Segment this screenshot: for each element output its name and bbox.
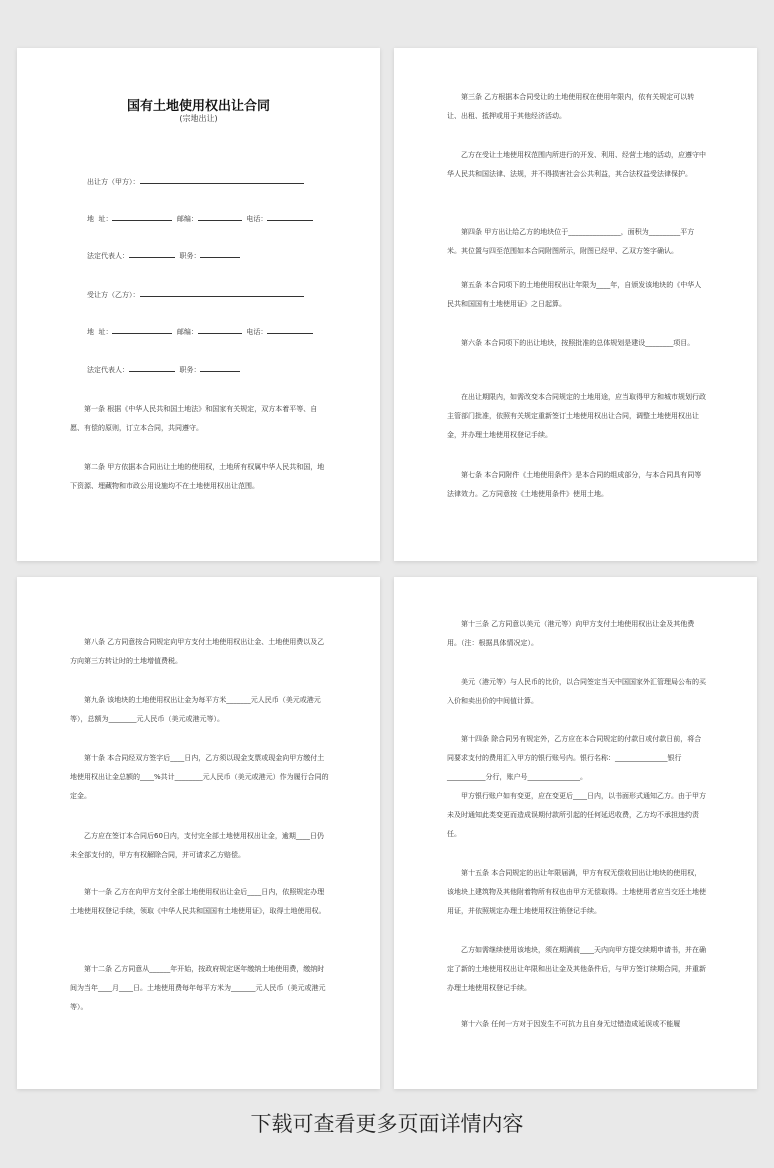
clause-8: 第八条 乙方同意按合同规定向甲方支付土地使用权出让金、土地使用费以及乙方向第三方转让时的土地增值费税。	[70, 638, 325, 665]
clause-2: 第二条 甲方依据本合同出让土地的使用权，土地所有权属中华人民共和国，地下资源、埋藏物和市政公用设施均不在土地使用权出让范围。	[70, 463, 325, 490]
fill-in-line	[140, 289, 304, 297]
party-field-row	[87, 326, 313, 337]
party-field-row	[87, 176, 304, 187]
download-more-caption: 下载可查看更多页面详情内容	[250, 1112, 524, 1136]
clause-15: 第十五条 本合同规定的出让年限届满，甲方有权无偿收回出让地块的使用权，该地块上建筑物及其他附着物所有权也由甲方无偿取得。土地使用者应当交还土地使用证，并依照规定办理土地使用权注销登记手续。	[447, 869, 706, 915]
clause-12: 第十二条 乙方同意从______年开始，按政府规定逐年缴纳土地使用费，缴纳时间为当年____月____日。土地使用费每年每平方米为_______元人民币（美元或港元等）。	[70, 965, 326, 1011]
clause-6-paragraph-2: 在出让期限内，如需改变本合同规定的土地用途，应当取得甲方和城市规划行政主管部门批准，依照有关规定重新签订土地使用权出让合同，调整土地使用权出让金，并办理土地使用权登记手续。	[447, 393, 706, 439]
fill-in-line	[267, 326, 313, 334]
field-label: 电话：	[241, 215, 268, 223]
clause-10: 第十条 本合同经双方签字后____日内，乙方须以现金支票或现金向甲方缴付土地使用权出让金总额的____%共计________元人民币（美元或港元）作为履行合同的定金。	[70, 754, 329, 800]
fill-in-line	[198, 213, 242, 221]
clause-5: 第五条 本合同项下的土地使用权出让年限为____年，自颁发该地块的《中华人民共和国国有土地使用证》之日起算。	[447, 281, 702, 308]
clause-4: 第四条 甲方出让给乙方的地块位于_______________，面积为_________平方米。其位置与四至范围如本合同附图所示，附图已经甲、乙双方签字确认。	[447, 228, 695, 255]
field-label: 法定代表人：	[87, 252, 129, 260]
clause-1: 第一条 根据《中华人民共和国土地法》和国家有关规定，双方本着平等、自愿、有偿的原则，订立本合同，共同遵守。	[70, 405, 318, 432]
clause-16: 第十六条 任何一方对于因发生不可抗力且自身无过错造成延误或不能履	[461, 1020, 681, 1028]
clause-15-paragraph-2: 乙方如需继续使用该地块，须在期满前____天内向甲方提交续期申请书，并在确定了新的土地使用权出让年限和出让金及其他条件后，与甲方签订续期合同，并重新办理土地使用权登记手续。	[447, 946, 706, 992]
fill-in-line	[140, 176, 304, 184]
fill-in-line	[267, 213, 313, 221]
field-label: 电话：	[241, 328, 268, 336]
clause-14: 第十四条 除合同另有规定外，乙方应在本合同规定的付款日或付款日前，将合同要求支付的费用汇入甲方的银行账号内。银行名称：_______________银行___________分行，账户号_______________。	[447, 735, 702, 781]
clause-3-paragraph-2: 乙方在受让土地使用权范围内所进行的开发、利用、经营土地的活动，应遵守中华人民共和国法律、法规，并不得损害社会公共利益，其合法权益受法律保护。	[447, 151, 706, 178]
field-label: 职务：	[175, 366, 201, 374]
field-label: 法定代表人：	[87, 366, 129, 374]
fill-in-line	[200, 250, 240, 258]
fill-in-line	[112, 326, 172, 334]
field-label: 职务：	[175, 252, 201, 260]
fill-in-line	[112, 213, 172, 221]
fill-in-line	[129, 364, 175, 372]
contract-page-4	[394, 577, 757, 1089]
contract-page-2	[394, 48, 757, 561]
field-label: 邮编：	[172, 215, 198, 223]
clause-7: 第七条 本合同附件《土地使用条件》是本合同的组成部分，与本合同具有同等法律效力。乙方同意按《土地使用条件》使用土地。	[447, 471, 702, 498]
contract-page-3	[17, 577, 380, 1089]
fill-in-line	[198, 326, 242, 334]
clause-6: 第六条 本合同项下的出让地块，按照批准的总体规划是建设________项目。	[461, 339, 695, 347]
document-title: 国有土地使用权出让合同	[126, 99, 270, 114]
field-label: 邮编：	[172, 328, 198, 336]
party-field-row	[87, 250, 240, 261]
field-label: 出让方（甲方）：	[87, 178, 140, 186]
clause-10-paragraph-2: 乙方应在签订本合同后60日内，支付完全部土地使用权出让金，逾期____日仍未全部支付的，甲方有权解除合同，并可请求乙方赔偿。	[70, 832, 324, 859]
field-label: 地 址：	[87, 328, 113, 336]
clause-13: 第十三条 乙方同意以美元（港元等）向甲方支付土地使用权出让金及其他费用。（注：根据具体情况定）。	[447, 620, 695, 647]
fill-in-line	[200, 364, 240, 372]
clause-13-paragraph-2: 美元（港元等）与人民币的比价，以合同签定当天中国国家外汇管理局公布的买入价和卖出价的中间值计算。	[447, 678, 706, 705]
clause-3: 第三条 乙方根据本合同受让的土地使用权在使用年限内，依有关规定可以转让、出租、抵押或用于其他经济活动。	[447, 93, 695, 120]
clause-11: 第十一条 乙方在向甲方支付全部土地使用权出让金后____日内，依照规定办理土地使用权登记手续，领取《中华人民共和国国有土地使用证》，取得土地使用权。	[70, 888, 326, 915]
field-label: 受让方（乙方）：	[87, 291, 140, 299]
contract-page-1	[17, 48, 380, 561]
fill-in-line	[129, 250, 175, 258]
clause-14-paragraph-2: 甲方银行账户如有变更，应在变更后____日内，以书面形式通知乙方。由于甲方未及时通知此类变更而造成误期付款所引起的任何延迟收费，乙方均不承担违约责任。	[447, 792, 706, 838]
clause-9: 第九条 该地块的土地使用权出让金为每平方米_______元人民币（美元或港元等），总额为________元人民币（美元或港元等）。	[70, 696, 321, 723]
party-field-row	[87, 364, 240, 375]
field-label: 地 址：	[87, 215, 113, 223]
party-field-row	[87, 289, 304, 300]
document-subtitle: (宗地出让)	[179, 114, 218, 123]
party-field-row	[87, 213, 313, 224]
